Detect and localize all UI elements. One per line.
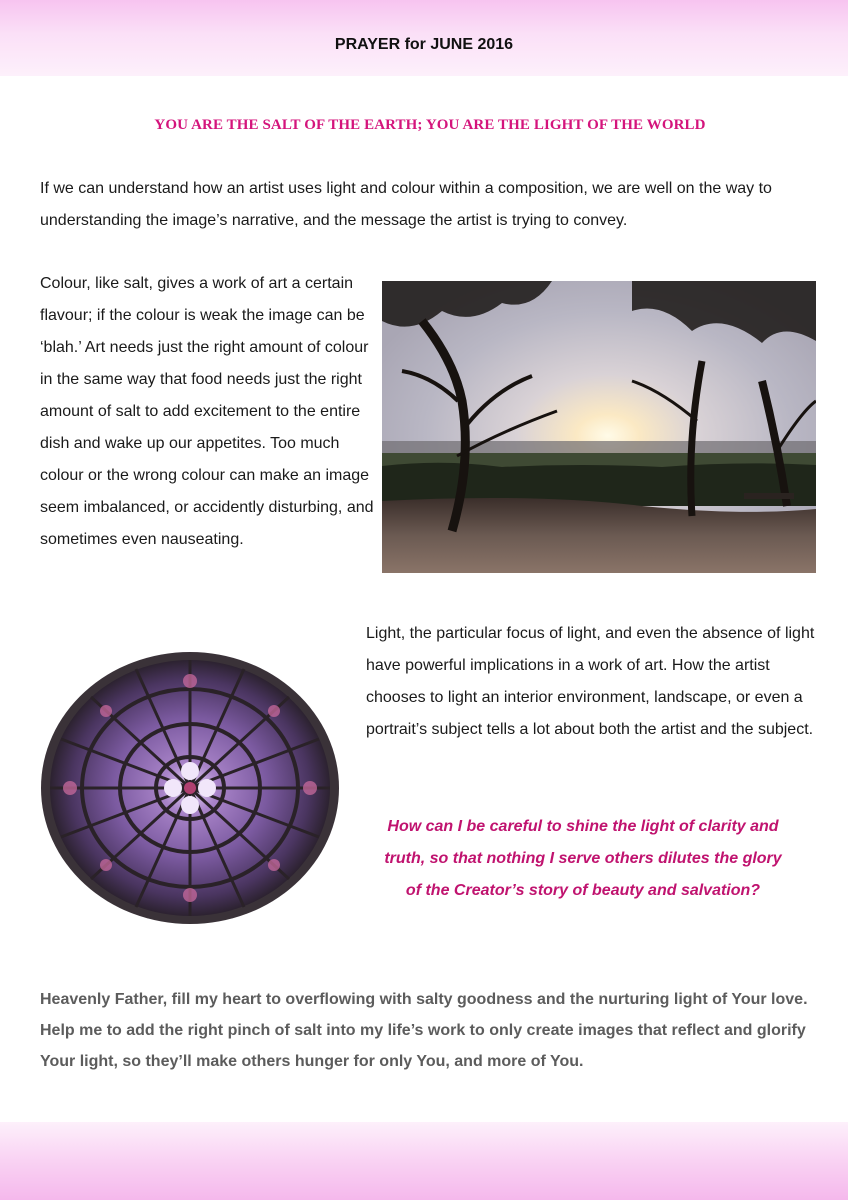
colour-paragraph: Colour, like salt, gives a work of art a certain flavour; if the colour is weak the image can be ‘blah.’ Art needs just the right amount of colour in the same way that food needs just the right amount of salt to add excitement to the entire dish and wake up our appetites. Too much colour or the wrong colour can make an image seem imbalanced, or accidently disturbing, and sometimes even nauseating. (40, 275, 374, 548)
page-title: PRAYER for JUNE 2016 (334, 36, 514, 53)
intro-paragraph: If we can understand how an artist uses light and colour within a composition, we are well on the way to understanding the image’s narrative, and the message the artist is trying to convey. (40, 180, 772, 229)
rose-window-image (40, 651, 340, 925)
light-paragraph: Light, the particular focus of light, and even the absence of light have powerful implications in a work of art. How the artist chooses to light an interior environment, landscape, or even a portrait’s subject tells a lot about both the artist and the subject. (366, 625, 815, 738)
scripture-heading: YOU ARE THE SALT OF THE EARTH; YOU ARE THE LIGHT OF THE WORLD (154, 117, 706, 133)
footer-band (0, 1122, 848, 1200)
sunset-trees-photo (382, 281, 816, 573)
closing-prayer: Heavenly Father, fill my heart to overflowing with salty goodness and the nurturing light of Your love. Help me to add the right pinch of salt into my life’s work to only create images that reflect and glorify Your light, so they’ll make others hunger for only You, and more of You. (40, 991, 808, 1070)
reflection-question: How can I be careful to shine the light of clarity and truth, so that nothing I serve others dilutes the glory of the Creator’s story of beauty and salvation? (384, 818, 782, 899)
